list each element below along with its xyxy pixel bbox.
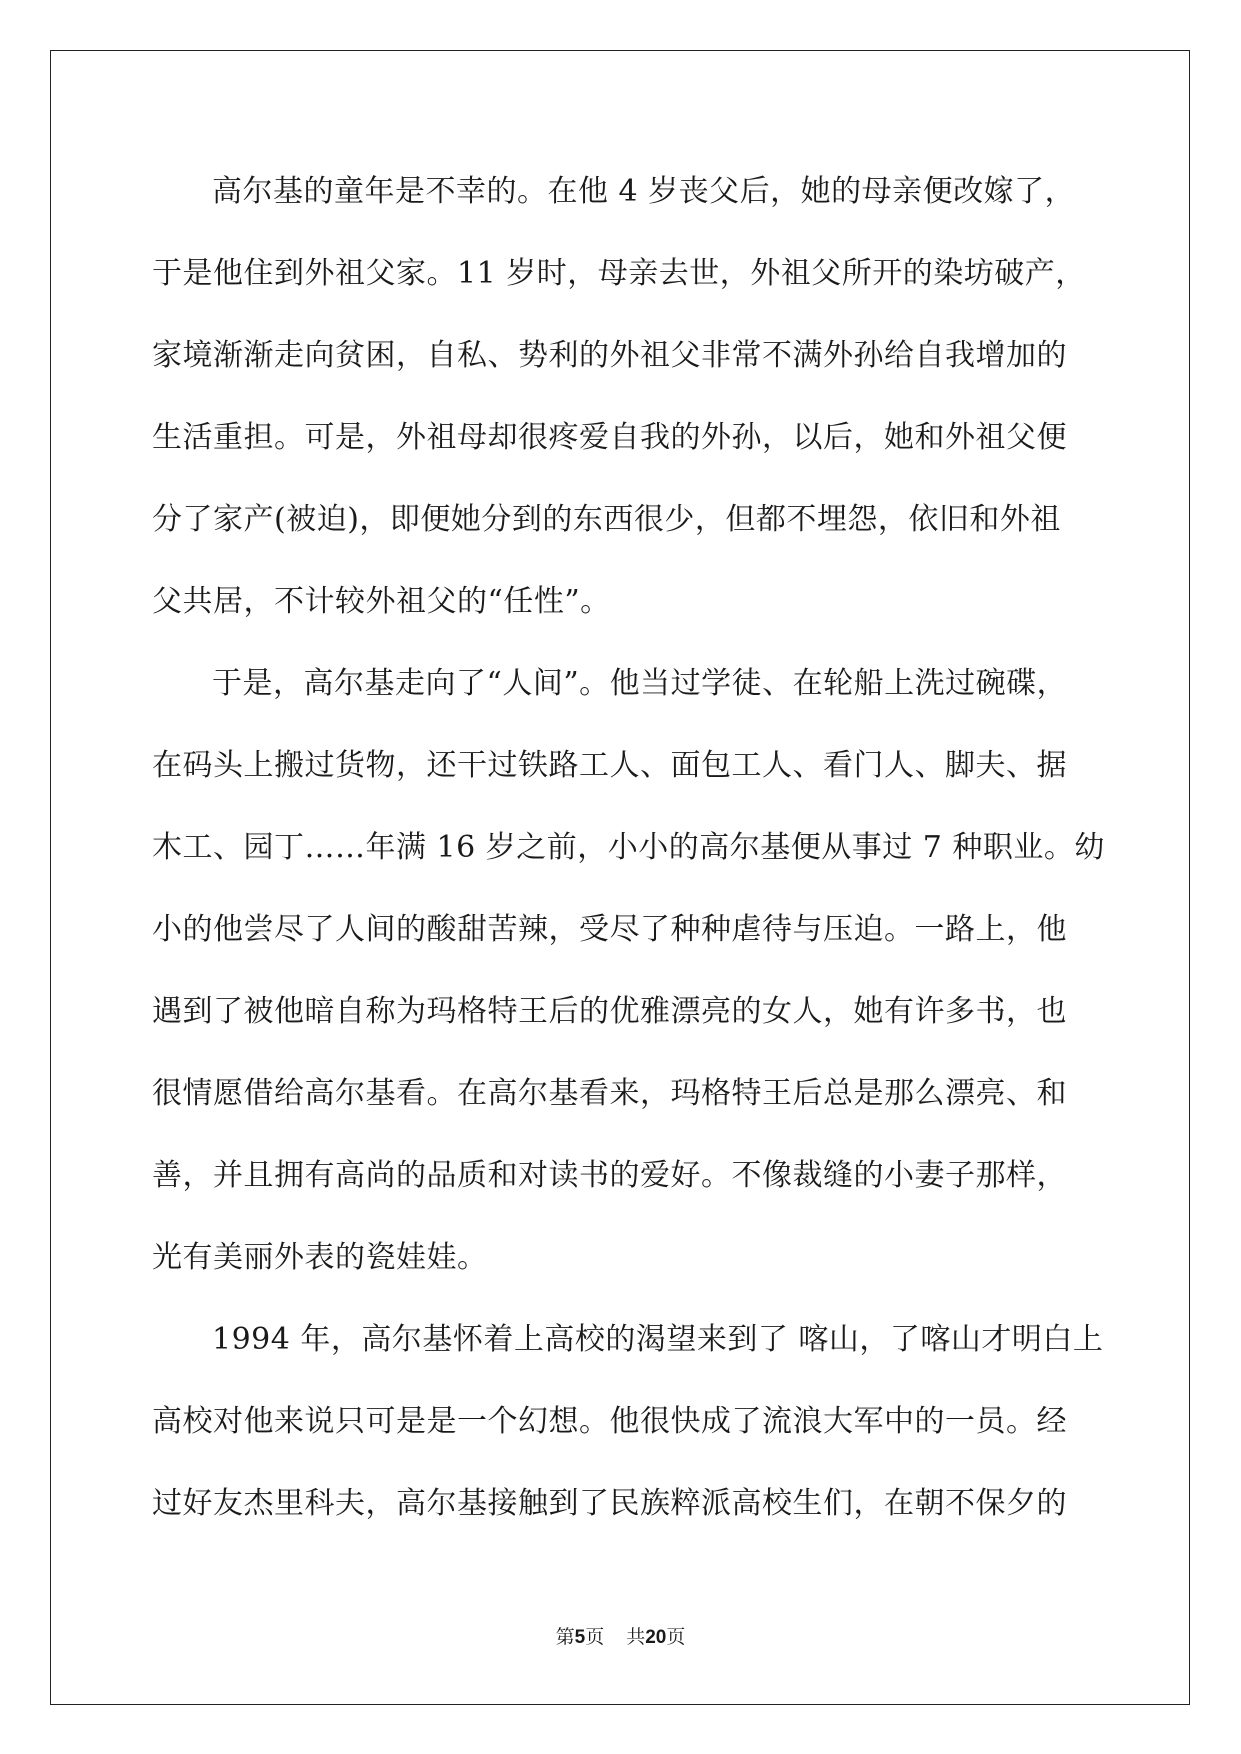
footer-page-unit: 页 <box>585 1626 605 1648</box>
text-line: 1994 年，高尔基怀着上高校的渴望来到了 喀山，了喀山才明白上 <box>212 1322 1104 1357</box>
text-line: 很情愿借给高尔基看。在高尔基看来，玛格特王后总是那么漂亮、和 <box>152 1076 1067 1111</box>
total-page-count: 20 <box>645 1627 667 1648</box>
footer-total-unit: 页 <box>666 1626 686 1648</box>
text-line: 父共居，不计较外祖父的“任性”。 <box>152 584 611 619</box>
text-line: 小的他尝尽了人间的酸甜苦辣，受尽了种种虐待与压迫。一路上，他 <box>152 912 1067 947</box>
text-line: 家境渐渐走向贫困，自私、势利的外祖父非常不满外孙给自我增加的 <box>152 338 1067 373</box>
footer-total-prefix: 共 <box>626 1626 646 1648</box>
text-line: 于是他住到外祖父家。11 岁时，母亲去世，外祖父所开的染坊破产， <box>152 256 1086 291</box>
text-line: 光有美丽外表的瓷娃娃。 <box>152 1240 488 1275</box>
text-line: 高校对他来说只可是是一个幻想。他很快成了流浪大军中的一员。经 <box>152 1404 1067 1439</box>
text-line: 木工、园丁……年满 16 岁之前，小小的高尔基便从事过 7 种职业。幼 <box>152 830 1105 865</box>
text-line: 于是，高尔基走向了“人间”。他当过学徒、在轮船上洗过碗碟， <box>212 666 1068 701</box>
text-line: 遇到了被他暗自称为玛格特王后的优雅漂亮的女人，她有许多书，也 <box>152 994 1067 1029</box>
text-line: 善，并且拥有高尚的品质和对读书的爱好。不像裁缝的小妻子那样， <box>152 1158 1067 1193</box>
text-line: 在码头上搬过货物，还干过铁路工人、面包工人、看门人、脚夫、据 <box>152 748 1067 783</box>
footer-prefix: 第 <box>555 1626 575 1648</box>
current-page-number: 5 <box>574 1627 586 1648</box>
text-line: 过好友杰里科夫，高尔基接触到了民族粹派高校生们，在朝不保夕的 <box>152 1486 1067 1521</box>
text-line: 分了家产(被迫)，即便她分到的东西很少，但都不埋怨，依旧和外祖 <box>152 502 1061 537</box>
page-footer <box>0 1622 1241 1649</box>
text-line: 生活重担。可是，外祖母却很疼爱自我的外孙，以后，她和外祖父便 <box>152 420 1067 455</box>
text-line: 高尔基的童年是不幸的。在他 4 岁丧父后，她的母亲便改嫁了， <box>212 174 1076 209</box>
body-text <box>152 162 1105 1556</box>
